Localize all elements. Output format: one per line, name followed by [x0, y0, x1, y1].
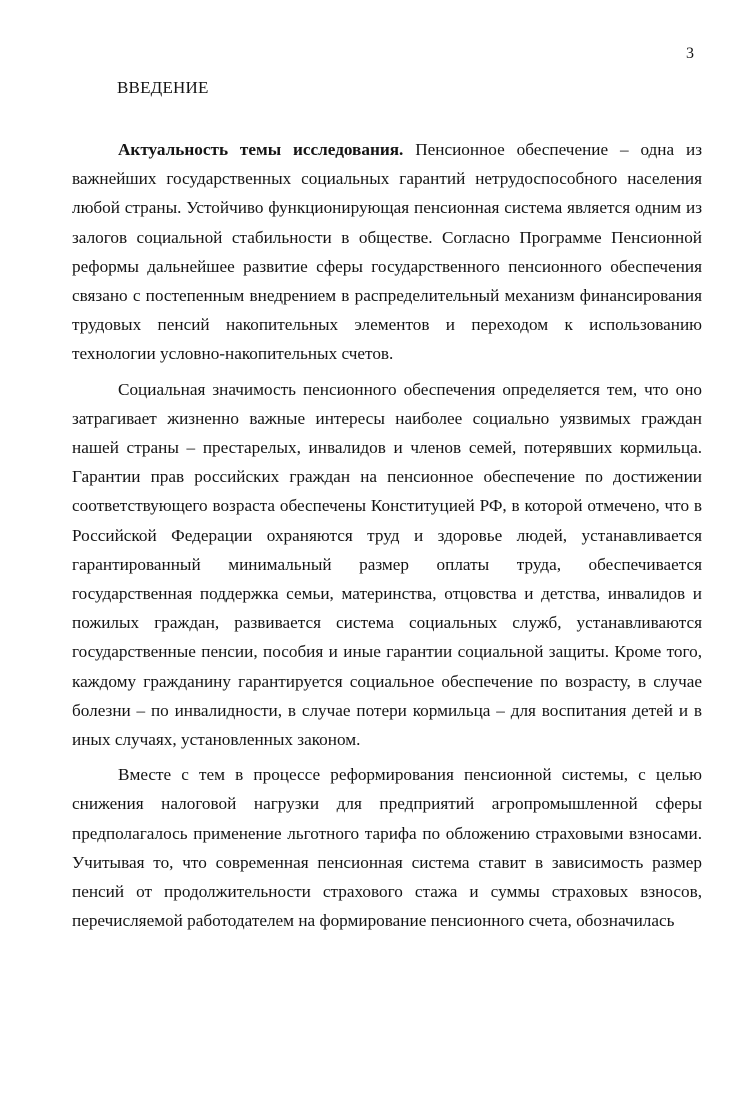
paragraph-social-significance: Социальная значимость пенсионного обеспечения определяется тем, что оно затрагивает жизненно важные интересы наиболее социально уязвимых граждан нашей страны – престарелых, инвалидов и членов семей, потерявших кормильца. Гарантии прав российских граждан на пенсионное обеспечение по достижении соответствующего возраста обеспечены Конституцией РФ, в которой отмечено, что в Российской Федерации охраняются труд и здоровье людей, устанавливается гарантированный минимальный размер оплаты труда, обеспечивается государственная поддержка семьи, материнства, отцовства и детства, инвалидов и пожилых граждан, развивается система социальных служб, устанавливаются государственные пенсии, пособия и иные гарантии социальной защиты. Кроме того, каждому гражданину гарантируется социальное обеспечение по возрасту, в случае болезни – по инвалидности, в случае потери кормильца – для воспитания детей и в иных случаях, установленных законом.	[72, 379, 702, 750]
paragraph-relevance	[72, 135, 702, 369]
paragraph-reform: Вместе с тем в процессе реформирования пенсионной системы, с целью снижения налоговой нагрузки для предприятий агропромышленной сферы предполагалось применение льготного тарифа по обложению страховыми взносами. Учитывая то, что современная пенсионная система ставит в зависимость размер пенсий от продолжительности страхового стажа и суммы страховых взносов, перечисляемой работодателем на формирование пенсионного счета, обозначилась	[72, 765, 702, 931]
page-number: 3	[686, 45, 694, 62]
paragraph-lead: Актуальность темы исследования.	[118, 140, 404, 159]
document-body	[72, 135, 702, 935]
section-heading: ВВЕДЕНИЕ	[117, 78, 209, 97]
paragraph-text: Пенсионное обеспечение – одна из важнейших государственных социальных гарантий нетрудоспособного населения любой страны. Устойчиво функционирующая пенсионная система является одним из залогов социальной стабильности в обществе. Согласно Программе Пенсионной реформы дальнейшее развитие сферы государственного пенсионного обеспечения связано с постепенным внедрением в распределительный механизм финансирования трудовых пенсий накопительных элементов и переходом к использованию технологии условно-накопительных счетов.	[72, 140, 702, 364]
